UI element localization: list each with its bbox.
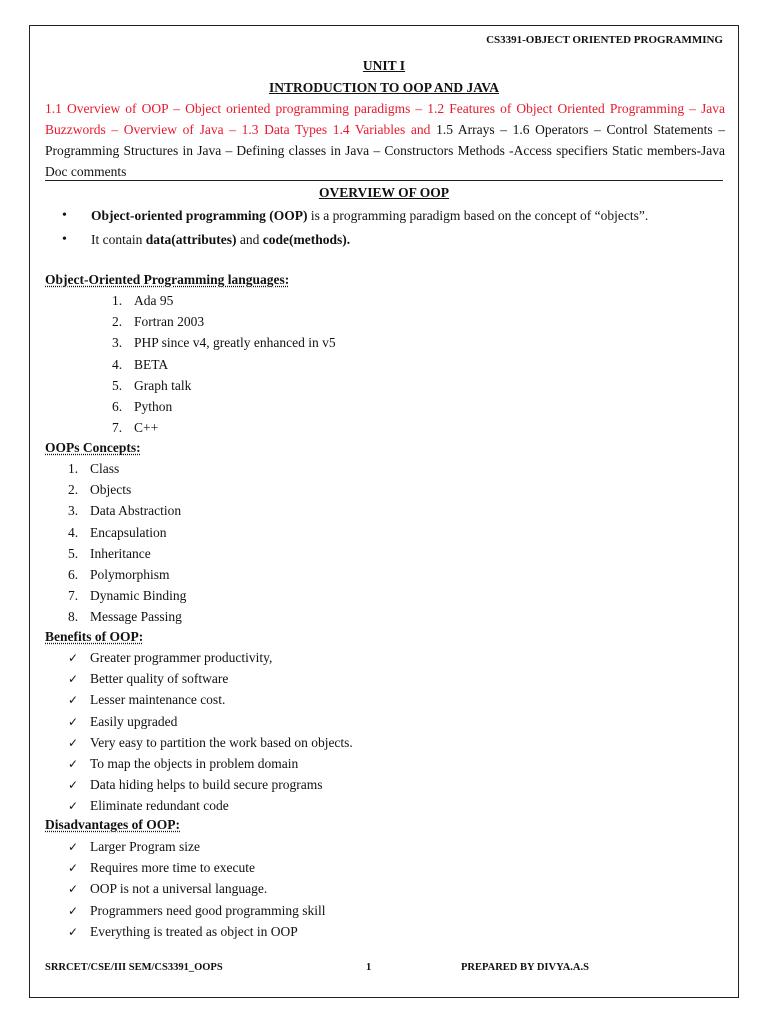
disadvantages-heading: Disadvantages of OOP:: [45, 817, 180, 832]
list-item-text: Encapsulation: [90, 524, 167, 540]
list-number: 5.: [112, 377, 123, 393]
check-icon: ✓: [68, 903, 79, 918]
list-item-text: Easily upgraded: [90, 713, 178, 729]
list-item: [112, 332, 336, 353]
list-item: [68, 543, 186, 564]
list-item-text: Programmers need good programming skill: [90, 902, 326, 918]
list-item-text: Graph talk: [134, 377, 192, 393]
bold-term: code(methods).: [262, 232, 351, 247]
list-item-text: Message Passing: [90, 609, 182, 625]
list-item: [68, 458, 186, 479]
bullet-text: is a programming paradigm based on the concept of “objects”.: [307, 208, 649, 223]
list-item-text: Better quality of software: [90, 671, 229, 687]
benefits-list: [68, 647, 353, 817]
list-item: [68, 689, 353, 710]
list-item: [68, 647, 353, 668]
list-item: [68, 732, 353, 753]
check-icon: ✓: [68, 924, 79, 939]
list-item: [68, 878, 325, 899]
list-number: 4.: [112, 356, 123, 372]
list-number: 6.: [112, 398, 123, 414]
course-code-header: CS3391-OBJECT ORIENTED PROGRAMMING: [486, 34, 723, 46]
list-item: [112, 354, 336, 375]
list-number: 3.: [112, 335, 123, 351]
list-number: 4.: [68, 524, 79, 540]
list-item-text: Requires more time to execute: [90, 860, 255, 876]
bullet-text: It contain: [91, 232, 146, 247]
list-item-text: To map the objects in problem domain: [90, 755, 299, 771]
check-icon: ✓: [68, 840, 79, 854]
list-item: [112, 311, 336, 332]
list-item: [112, 417, 336, 438]
check-icon: ✓: [68, 651, 79, 665]
list-number: 2.: [112, 314, 123, 330]
check-icon: ✓: [68, 693, 79, 708]
list-item: [68, 857, 325, 878]
list-item-text: Eliminate redundant code: [90, 798, 229, 814]
check-icon: ✓: [68, 882, 79, 897]
syllabus-black-text: 1.5 Arrays – 1.6 Operators – Control Statements – Programming Structures in Java – Defining classes in Java – Constructors Methods -Access specifiers Static members-Java Doc comments: [45, 122, 725, 179]
list-number: 1.: [68, 461, 79, 476]
bullet-text: and: [236, 232, 263, 247]
list-item: [62, 229, 722, 250]
list-item: [112, 290, 336, 311]
list-item-text: BETA: [134, 356, 169, 372]
benefits-heading: Benefits of OOP:: [45, 629, 144, 644]
unit-title: INTRODUCTION TO OOP AND JAVA: [268, 80, 500, 95]
list-item: [68, 795, 353, 816]
list-number: 7.: [68, 588, 79, 604]
concepts-list: [68, 458, 186, 628]
list-number: 8.: [68, 609, 79, 625]
footer-left: SRRCET/CSE/III SEM/CS3391_OOPS: [45, 962, 223, 973]
check-icon: ✓: [68, 735, 79, 750]
list-item: [62, 205, 722, 226]
list-item-text: Polymorphism: [90, 566, 170, 582]
list-item: [68, 606, 186, 627]
list-item-text: Data hiding helps to build secure programs: [90, 777, 323, 793]
section-title: OVERVIEW OF OOP: [318, 185, 450, 200]
list-item-text: Inheritance: [90, 545, 151, 561]
list-item: [68, 585, 186, 606]
list-number: 1.: [112, 293, 123, 308]
syllabus-red-text: 1.1 Overview of OOP – Object oriented programming paradigms – 1.2 Features of Object Oriented Programming – Java Buzzwords – Overview of Java – 1.3 Data Types 1.4 Variables and: [45, 101, 725, 137]
list-item-text: Data Abstraction: [90, 503, 182, 519]
syllabus-paragraph: [45, 98, 725, 182]
list-item: [68, 900, 325, 921]
list-item: [68, 774, 353, 795]
list-number: 3.: [68, 503, 79, 519]
intro-bullets: [62, 205, 722, 250]
footer-right: PREPARED BY DIVYA.A.S: [461, 962, 589, 973]
check-icon: ✓: [68, 756, 79, 771]
list-item: [68, 564, 186, 585]
check-icon: ✓: [68, 672, 79, 687]
list-item-text: PHP since v4, greatly enhanced in v5: [134, 335, 336, 351]
bold-term: data(attributes): [145, 232, 237, 247]
languages-list: [112, 290, 336, 438]
list-number: 2.: [68, 482, 79, 498]
list-item-text: Greater programmer productivity,: [90, 650, 273, 665]
list-item-text: Fortran 2003: [134, 314, 205, 330]
list-item-text: Ada 95: [134, 293, 174, 308]
list-number: 5.: [68, 545, 79, 561]
list-item-text: Very easy to partition the work based on objects.: [90, 734, 353, 750]
list-item: [68, 711, 353, 732]
list-item: [68, 522, 186, 543]
disadvantages-list: [68, 836, 325, 942]
list-item-text: C++: [134, 420, 159, 436]
list-item: [68, 479, 186, 500]
languages-heading: Object-Oriented Programming languages:: [45, 272, 290, 287]
list-item-text: Larger Program size: [90, 839, 200, 854]
list-number: 6.: [68, 566, 79, 582]
check-icon: ✓: [68, 861, 79, 876]
bold-term: Object-oriented programming (OOP): [91, 208, 308, 223]
list-item-text: Objects: [90, 482, 132, 498]
concepts-heading: OOPs Concepts:: [45, 440, 141, 455]
check-icon: ✓: [68, 778, 79, 793]
list-item: [68, 921, 325, 942]
list-item: [112, 375, 336, 396]
list-item: [68, 753, 353, 774]
list-item: [68, 836, 325, 857]
list-item: [112, 396, 336, 417]
check-icon: ✓: [68, 714, 79, 729]
list-item: [68, 668, 353, 689]
list-item-text: Everything is treated as object in OOP: [90, 923, 298, 939]
check-icon: ✓: [68, 799, 79, 814]
page-number: 1: [366, 962, 372, 973]
list-item-text: Python: [134, 398, 173, 414]
list-number: 7.: [112, 420, 123, 436]
divider: [45, 180, 723, 181]
unit-number: UNIT I: [362, 58, 406, 73]
list-item: [68, 500, 186, 521]
list-item-text: OOP is not a universal language.: [90, 881, 268, 897]
list-item-text: Lesser maintenance cost.: [90, 692, 226, 708]
list-item-text: Class: [90, 461, 120, 476]
list-item-text: Dynamic Binding: [90, 588, 187, 604]
